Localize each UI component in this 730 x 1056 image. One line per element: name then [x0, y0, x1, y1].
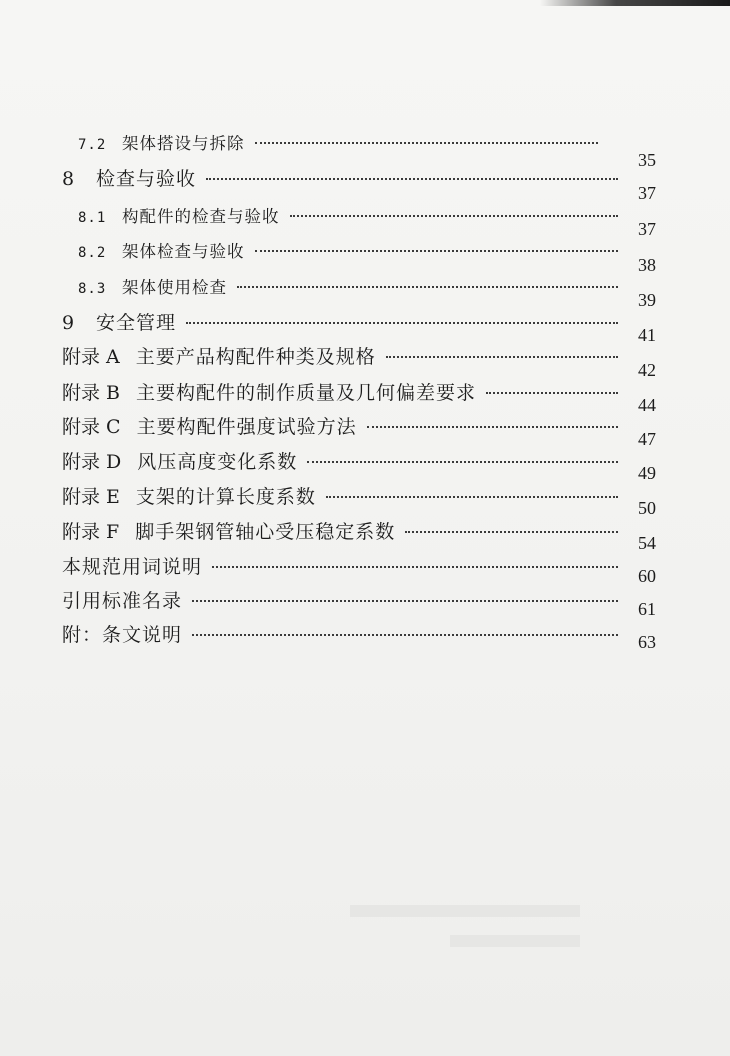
toc-page-number: 41 [638, 325, 656, 345]
dot-leader [192, 600, 618, 602]
toc-entry-title: 风压高度变化系数 [137, 451, 298, 473]
toc-page-number: 37 [638, 219, 656, 239]
toc-entry-title: 检查与验收 [96, 168, 197, 190]
dot-leader [186, 322, 618, 324]
toc-entry[interactable] [62, 412, 626, 439]
toc-entry[interactable] [62, 482, 626, 509]
toc-page-number: 35 [638, 150, 656, 170]
toc-page-number: 39 [638, 290, 656, 310]
toc-entry-number: 附录 D [62, 451, 122, 473]
toc-entry-title: 架体检查与验收 [122, 242, 245, 261]
toc-page-number: 50 [638, 498, 656, 518]
toc-entry[interactable] [78, 203, 626, 227]
toc-entry-number: 9 [62, 312, 75, 334]
dot-leader [206, 178, 618, 180]
toc-entry-title: 主要构配件强度试验方法 [136, 416, 357, 438]
toc-entry[interactable] [62, 308, 626, 335]
toc-entry-title: 引用标准名录 [62, 590, 183, 612]
dot-leader [386, 356, 618, 358]
toc-entry[interactable] [78, 274, 626, 298]
dot-leader [307, 461, 618, 463]
dot-leader [212, 566, 618, 568]
toc-entry-number: 7.2 [78, 137, 107, 153]
dot-leader [237, 286, 618, 288]
toc-page-number: 60 [638, 566, 656, 586]
toc-entry-title: 本规范用词说明 [62, 556, 203, 578]
toc-entry[interactable] [78, 130, 606, 154]
toc-entry[interactable] [62, 342, 626, 369]
toc-entry[interactable] [62, 378, 626, 405]
toc-entry-title: 主要构配件的制作质量及几何偏差要求 [136, 382, 477, 404]
dot-leader [192, 634, 618, 636]
toc-page-number: 37 [638, 183, 656, 203]
toc-entry[interactable] [62, 447, 626, 474]
toc-page-number: 38 [638, 255, 656, 275]
toc-entry-number: 8 [62, 168, 75, 190]
toc-entry-number: 8.1 [78, 210, 107, 226]
dot-leader [326, 496, 618, 498]
dot-leader [486, 392, 618, 394]
toc-page-number: 49 [638, 463, 656, 483]
toc-entry[interactable] [62, 164, 626, 191]
toc-page-number: 44 [638, 395, 656, 415]
toc-entry-title: 脚手架钢管轴心受压稳定系数 [135, 521, 396, 543]
toc-page-number: 63 [638, 632, 656, 652]
toc-entry-number: 附录 C [62, 416, 121, 438]
toc-entry-title: 主要产品构配件种类及规格 [135, 346, 376, 368]
toc-entry[interactable] [62, 517, 626, 544]
toc-entry-number: 附录 F [62, 521, 120, 543]
toc-page-number: 42 [638, 360, 656, 380]
toc-entry-title: 附：条文说明 [62, 624, 183, 646]
toc-entry[interactable] [62, 586, 626, 613]
toc-page-number: 61 [638, 599, 656, 619]
toc-page-number: 54 [638, 533, 656, 553]
toc-entry-number: 8.3 [78, 281, 107, 297]
dot-leader [290, 215, 619, 217]
toc-entry-title: 架体搭设与拆除 [122, 134, 245, 153]
toc-entry[interactable] [78, 238, 626, 262]
dot-leader [367, 426, 618, 428]
toc-page-number: 47 [638, 429, 656, 449]
toc-entry-title: 安全管理 [96, 312, 177, 334]
dot-leader [405, 531, 618, 533]
toc-entry-number: 8.2 [78, 245, 107, 261]
toc-entry[interactable] [62, 552, 626, 579]
toc-entry[interactable] [62, 620, 626, 647]
toc-entry-number: 附录 E [62, 486, 120, 508]
dot-leader [255, 250, 619, 252]
toc-entry-title: 支架的计算长度系数 [135, 486, 316, 508]
toc-entry-number: 附录 B [62, 382, 121, 404]
toc-entry-number: 附录 A [62, 346, 120, 368]
dot-leader [255, 142, 599, 144]
toc-entry-title: 架体使用检查 [122, 278, 227, 297]
toc-entry-title: 构配件的检查与验收 [122, 207, 280, 226]
